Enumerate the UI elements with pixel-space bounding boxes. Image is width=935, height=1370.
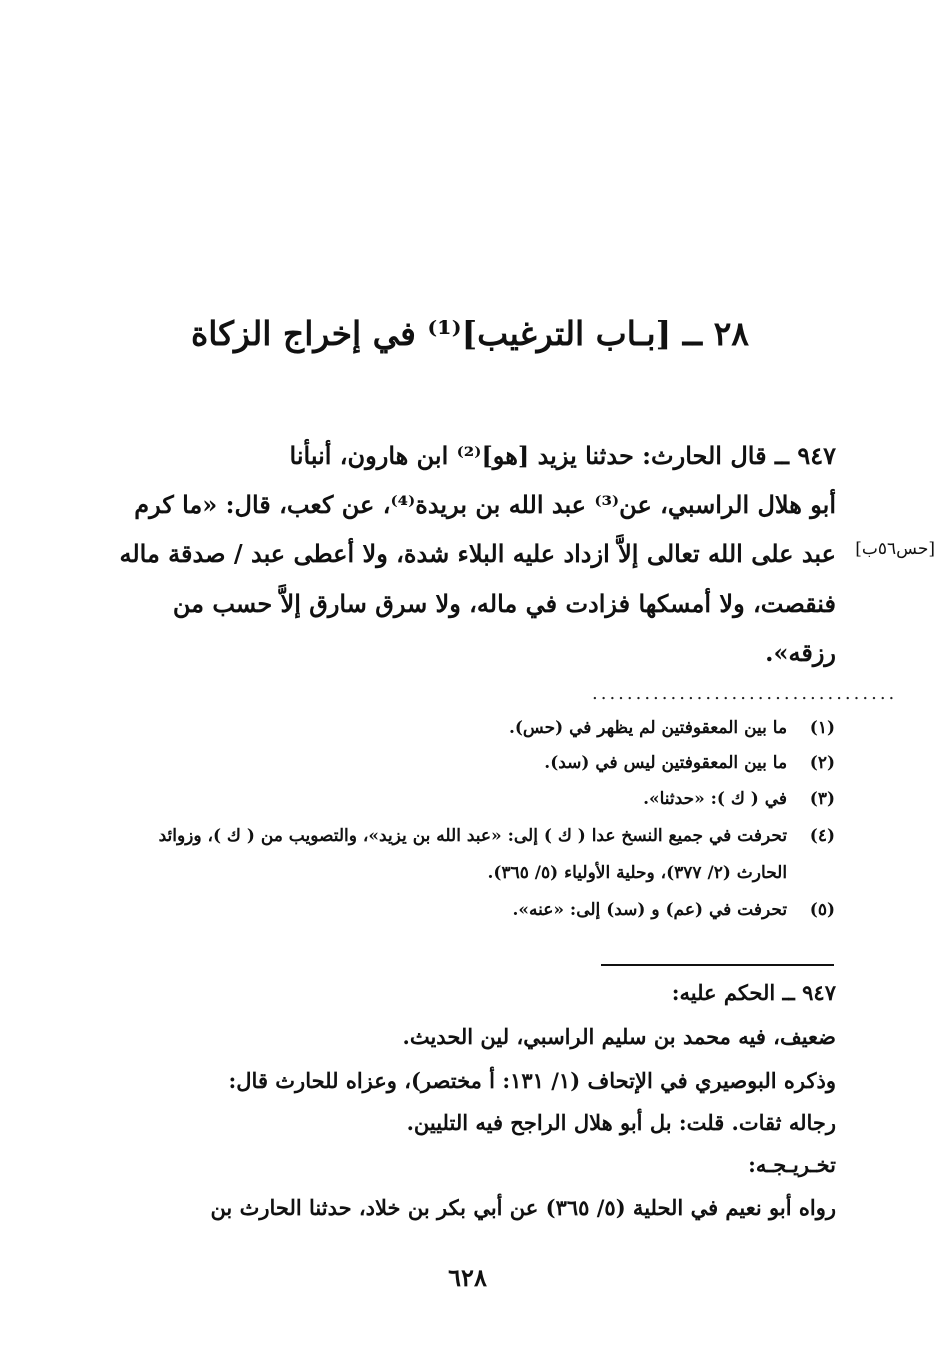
hadith-line: فنقصت، ولا أمسكها فزادت في ماله، ولا سرق سارق إلاَّ حسب من [172, 589, 836, 618]
hadith-line: أبو هلال الراسبي، عن⁽³⁾ عبد الله بن بريدة⁽⁴⁾، عن كعب، قال: «ما كرم [134, 490, 836, 519]
footnote-number: (٥) [809, 900, 835, 920]
takhrij-line: رواه أبو نعيم في الحلية (٥/ ٣٦٥) عن أبي بكر بن خلاد، حدثنا الحارث بن [210, 1195, 836, 1220]
hadith-line: عبد على الله تعالى إلاَّ ازداد عليه البلاء شدة، ولا أعطى عبد / صدقة ماله [119, 539, 836, 568]
footnote-4 [105, 826, 835, 846]
judgement-line: رجاله ثقات. قلت: بل أبو هلال الراجح فيه التليين. [406, 1110, 836, 1135]
hadith-line: ٩٤٧ ــ قال الحارث: حدثنا يزيد [هو]⁽²⁾ ابن هارون، أنبأنا [289, 441, 836, 470]
footnote-2 [105, 753, 835, 773]
footnote-number: (١) [809, 718, 835, 738]
footnote-text: ما بين المعقوفتين ليس في (سد). [544, 753, 788, 773]
footnote-5 [105, 900, 835, 920]
manuscript-margin-note: [حس٥٦ب] [855, 539, 935, 559]
footnote-number: (٤) [809, 826, 835, 846]
takhrij-heading: تخـريـجـه: [748, 1152, 836, 1177]
footnote-4-continued [105, 863, 835, 883]
footnote-number: (٢) [809, 753, 835, 773]
footnote-text: تحرفت في (عم) و (سد) إلى: «عنه». [512, 900, 788, 920]
footnote-text: الحارث (٢/ ٣٧٧)، وحلية الأولياء (٥/ ٣٦٥). [487, 863, 788, 883]
footnote-text: تحرفت في جميع النسخ عدا ( ك ) إلى: «عبد الله بن يزيد»، والتصويب من ( ك )، وزوائد [158, 826, 788, 846]
page-number: ٦٢٨ [448, 1263, 487, 1292]
footnote-3 [105, 789, 835, 809]
footnote-text: في ( ك ): «حدثنا». [643, 789, 788, 809]
judgement-heading: ٩٤٧ ــ الحكم عليه: [671, 980, 836, 1005]
judgement-line: ضعيف، فيه محمد بن سليم الراسبي، لين الحديث. [402, 1024, 836, 1049]
section-divider [601, 964, 834, 966]
chapter-title: ٢٨ ــ [بـاب الترغيب]⁽¹⁾ في إخراج الزكاة [190, 314, 750, 353]
footnote-text: ما بين المعقوفتين لم يظهر في (حس). [508, 718, 788, 738]
judgement-line: وذكره البوصيري في الإتحاف (١/ ١٣١: أ مختصر)، وعزاه للحارث قال: [228, 1068, 836, 1093]
separator-dots: ................................... [592, 683, 898, 704]
footnote-number: (٣) [809, 789, 835, 809]
footnote-1 [105, 718, 835, 738]
hadith-line: رزقه». [765, 638, 836, 667]
